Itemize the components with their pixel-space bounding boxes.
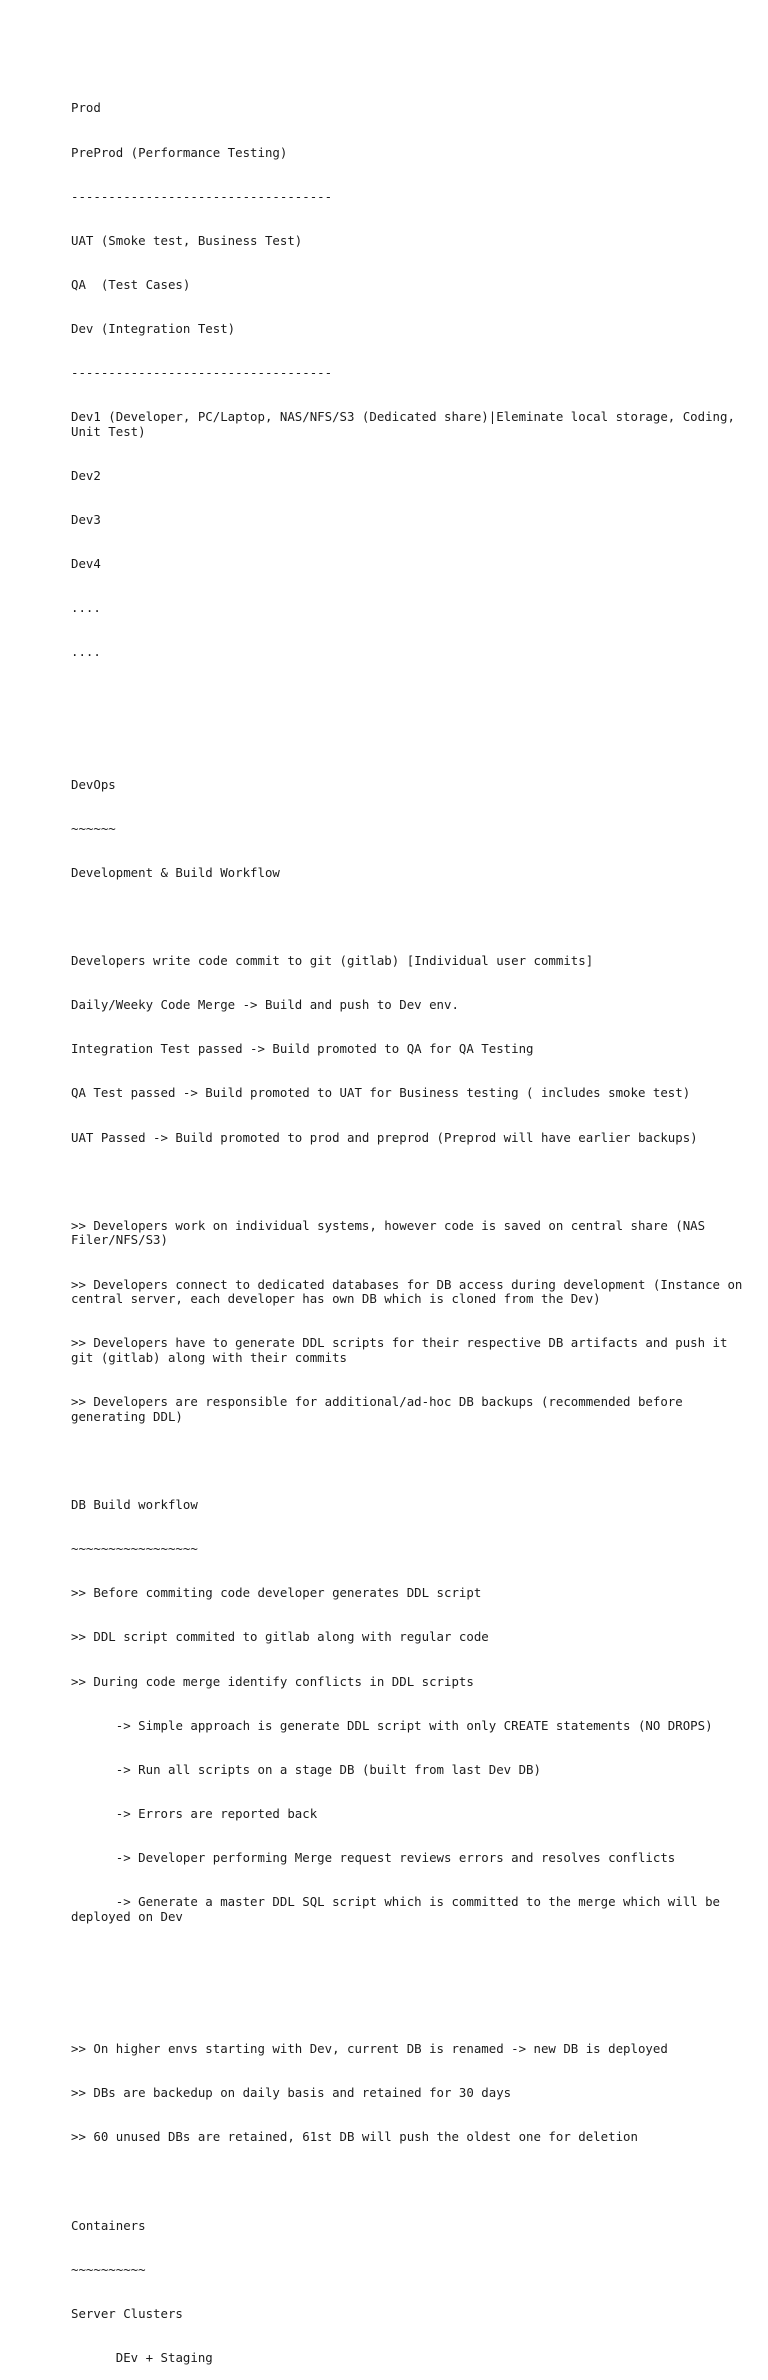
text-line: UAT Passed -> Build promoted to prod and preprod (Preprod will have earlier backups)	[71, 1129, 698, 1145]
blank-line	[71, 1954, 751, 1969]
text-line: QA Test passed -> Build promoted to UAT for Business testing ( includes smoke test)	[71, 1085, 691, 1101]
text-line: ~~~~~~~~~~~~~~~~~	[71, 1541, 198, 1557]
text-line: >> Developers work on individual systems, however code is saved on central share (NAS Filer/NFS/S3)	[71, 1217, 713, 1248]
blank-line	[71, 734, 751, 749]
text-line: PreProd (Performance Testing)	[71, 144, 288, 160]
text-line: -> Developer performing Merge request reviews errors and resolves conflicts	[71, 1850, 676, 1865]
text-line: Developers write code commit to git (gitlab) [Individual user commits]	[71, 953, 594, 969]
text-line: ~~~~~~	[71, 820, 116, 836]
text-line: Dev4	[71, 556, 101, 572]
text-line: UAT (Smoke test, Business Test)	[71, 232, 303, 248]
text-line: >> Developers connect to dedicated databases for DB access during development (Instance on central server, each developer has own DB which is cloned from the Dev)	[71, 1276, 750, 1307]
text-line: >> Developers are responsible for additional/ad-hoc DB backups (recommended before generating DDL)	[71, 1394, 691, 1424]
text-line: >> DDL script commited to gitlab along with regular code	[71, 1629, 489, 1645]
text-line: >> DBs are backedup on daily basis and retained for 30 days	[71, 2085, 512, 2101]
text-line: >> 60 unused DBs are retained, 61st DB will push the oldest one for deletion	[71, 2129, 638, 2145]
text-line: >> Before commiting code developer generates DDL script	[71, 1585, 482, 1601]
blank-line	[71, 2174, 751, 2189]
section-heading-devops: DevOps	[71, 776, 116, 792]
document-body	[71, 72, 751, 2380]
text-line: Server Clusters	[71, 2305, 183, 2321]
text-line: Dev2	[71, 467, 101, 483]
text-line: -> Run all scripts on a stage DB (built from last Dev DB)	[71, 1761, 541, 1777]
text-line: >> On higher envs starting with Dev, current DB is renamed -> new DB is deployed	[71, 2041, 668, 2057]
text-line: DEv + Staging	[71, 2349, 213, 2365]
text-line: >> During code merge identify conflicts in DDL scripts	[71, 1673, 474, 1689]
section-heading-build-workflow: Development & Build Workflow	[71, 864, 280, 880]
section-heading-containers: Containers	[71, 2217, 146, 2233]
text-line: ~~~~~~~~~~	[71, 2261, 146, 2277]
blank-line	[71, 1454, 751, 1469]
text-line: Dev1 (Developer, PC/Laptop, NAS/NFS/S3 (Dedicated share)|Eleminate local storage, Coding, Unit Test)	[71, 409, 743, 439]
blank-line	[71, 1175, 751, 1190]
blank-line	[71, 1998, 751, 2013]
section-heading-db-build-workflow: DB Build workflow	[71, 1497, 198, 1513]
text-line: -----------------------------------	[71, 365, 333, 381]
blank-line	[71, 910, 751, 925]
blank-line	[71, 690, 751, 705]
text-line: Prod	[71, 100, 101, 116]
text-line: ....	[71, 600, 101, 616]
text-line: ....	[71, 644, 101, 660]
text-line: -> Errors are reported back	[71, 1805, 318, 1821]
text-line: >> Developers have to generate DDL scripts for their respective DB artifacts and push it git (gitlab) along with their commits	[71, 1335, 735, 1366]
text-line: Integration Test passed -> Build promoted to QA for QA Testing	[71, 1041, 534, 1057]
text-line: Daily/Weeky Code Merge -> Build and push to Dev env.	[71, 997, 459, 1013]
text-line: -> Simple approach is generate DDL script with only CREATE statements (NO DROPS)	[71, 1717, 713, 1733]
text-line: -> Generate a master DDL SQL script which is committed to the merge which will be deployed on Dev	[71, 1894, 728, 1924]
text-line: Dev (Integration Test)	[71, 320, 236, 336]
text-line: Dev3	[71, 512, 101, 528]
text-line: QA (Test Cases)	[71, 276, 191, 292]
text-line: -----------------------------------	[71, 188, 333, 204]
